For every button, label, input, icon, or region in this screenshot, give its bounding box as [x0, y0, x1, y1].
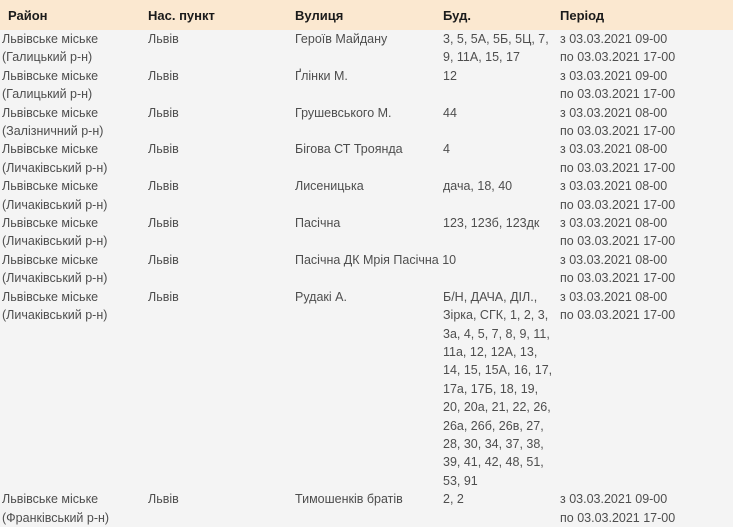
period-to: по 03.03.2021 17-00	[560, 197, 676, 212]
period-from: з 03.03.2021 09-00	[560, 68, 668, 83]
period-to: по 03.03.2021 17-00	[560, 124, 676, 139]
period-to: по 03.03.2021 17-00	[560, 271, 676, 286]
cell-buildings: 123, 123б, 123дк	[443, 216, 540, 231]
cell-settlement: Львів	[148, 105, 179, 120]
cell-buildings: дача, 18, 40	[443, 179, 513, 194]
cell-buildings: 2, 2	[443, 492, 464, 507]
header-row	[0, 0, 733, 30]
cell-street: Пасічна ДК Мрія Пасічна 10	[295, 252, 457, 267]
cell-period	[558, 288, 733, 490]
table-row	[0, 104, 733, 141]
cell-buildings: 4	[443, 142, 450, 157]
cell-period	[558, 214, 733, 251]
cell-period	[558, 30, 733, 67]
column-header-settlement: Нас. пункт	[146, 0, 293, 30]
table-row	[0, 140, 733, 177]
period-to: по 03.03.2021 17-00	[560, 510, 676, 525]
period-to: по 03.03.2021 17-00	[560, 160, 676, 175]
cell-period	[558, 104, 733, 141]
column-header-street: Вулиця	[293, 0, 441, 30]
table-row	[0, 251, 733, 288]
cell-district: Львівське міське (Галицький р-н)	[2, 32, 99, 65]
column-header-buildings: Буд.	[441, 0, 558, 30]
period-from: з 03.03.2021 09-00	[560, 492, 668, 507]
column-header-period: Період	[558, 0, 733, 30]
period-to: по 03.03.2021 17-00	[560, 50, 676, 65]
cell-street: Грушевського М.	[295, 105, 392, 120]
cell-district: Львівське міське (Галицький р-н)	[2, 68, 99, 102]
cell-settlement: Львів	[148, 32, 179, 46]
cell-buildings: 3, 5, 5А, 5Б, 5Ц, 7, 9, 11А, 15, 17	[443, 32, 549, 65]
table-row	[0, 177, 733, 214]
cell-period	[558, 490, 733, 527]
cell-settlement: Львів	[148, 252, 179, 267]
period-from: з 03.03.2021 08-00	[560, 289, 668, 304]
table-row	[0, 214, 733, 251]
period-from: з 03.03.2021 08-00	[560, 179, 668, 194]
cell-district: Львівське міське (Личаківський р-н)	[2, 216, 108, 249]
table-header	[0, 0, 733, 30]
cell-period	[558, 251, 733, 288]
cell-settlement: Львів	[148, 179, 179, 194]
cell-street: Пасічна	[295, 216, 341, 231]
period-to: по 03.03.2021 17-00	[560, 87, 676, 102]
cell-street: Бігова СТ Троянда	[295, 142, 403, 157]
cell-street: Героїв Майдану	[295, 32, 388, 46]
cell-settlement: Львів	[148, 216, 179, 231]
period-from: з 03.03.2021 09-00	[560, 32, 668, 46]
cell-period	[558, 67, 733, 104]
cell-district: Львівське міське (Личаківський р-н)	[2, 179, 108, 212]
cell-district: Львівське міське (Франківський р-н)	[2, 492, 110, 525]
period-from: з 03.03.2021 08-00	[560, 142, 668, 157]
cell-settlement: Львів	[148, 492, 179, 507]
table-body	[0, 30, 733, 527]
period-to: по 03.03.2021 17-00	[560, 308, 676, 323]
cell-district: Львівське міське (Залізничний р-н)	[2, 105, 104, 139]
cell-buildings: Б/Н, ДАЧА, ДІЛ., Зірка, СГК, 1, 2, 3, 3а, 4, 5, 7, 8, 9, 11, 11а, 12, 12А, 13, 14, 15, 15А, 16, 17, 17а, 17Б, 18, 19, 20, 20а, 21, 22, 26, 26а, 26б, 26в, 27, 28, 30, 34, 37, 38, 39, 41, 42, 48, 51, 53, 91	[443, 289, 553, 488]
cell-district: Львівське міське (Личаківський р-н)	[2, 142, 108, 175]
period-from: з 03.03.2021 08-00	[560, 216, 668, 231]
table-row	[0, 67, 733, 104]
cell-buildings: 44	[443, 105, 457, 120]
period-to: по 03.03.2021 17-00	[560, 234, 676, 249]
table-row	[0, 490, 733, 527]
period-from: з 03.03.2021 08-00	[560, 105, 668, 120]
table-row	[0, 288, 733, 490]
cell-settlement: Львів	[148, 68, 179, 83]
cell-period	[558, 177, 733, 214]
cell-street: Ґлінки М.	[295, 68, 348, 83]
cell-buildings: 12	[443, 68, 457, 83]
cell-district: Львівське міське (Личаківський р-н)	[2, 289, 108, 323]
period-from: з 03.03.2021 08-00	[560, 252, 668, 267]
cell-period	[558, 140, 733, 177]
cell-street: Рудакі А.	[295, 289, 347, 304]
cell-street: Тимошенків братів	[295, 492, 403, 507]
cell-street: Лисеницька	[295, 179, 364, 194]
table-row	[0, 30, 733, 67]
cell-district: Львівське міське (Личаківський р-н)	[2, 252, 108, 286]
cell-settlement: Львів	[148, 289, 179, 304]
column-header-district: Район	[0, 0, 146, 30]
cell-settlement: Львів	[148, 142, 179, 157]
